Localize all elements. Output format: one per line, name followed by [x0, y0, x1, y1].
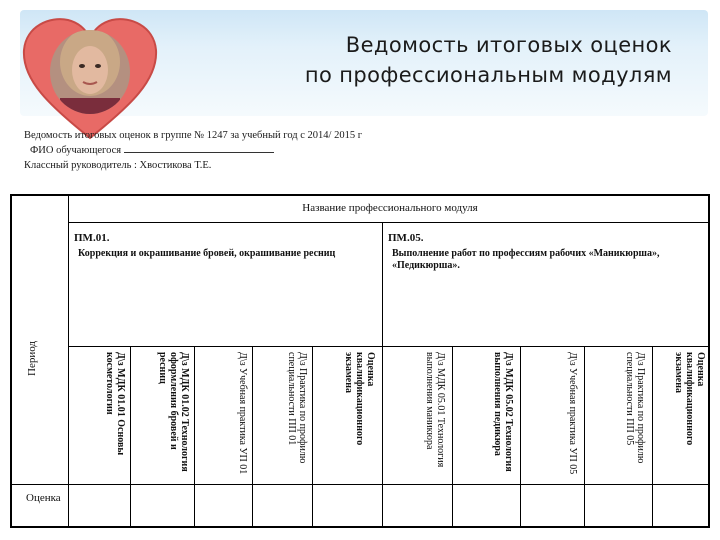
pm01-column-header: Д\з МДК 01.01 Основы косметологии [104, 352, 126, 456]
table-divider [382, 222, 383, 528]
page-title [305, 30, 672, 90]
heart-frame-icon [20, 14, 160, 142]
pm05-column-header: Д\з Учебная практика УП 05 [567, 352, 578, 475]
pm01-code: ПМ.01. [74, 232, 110, 244]
grade-cell[interactable] [585, 485, 652, 527]
grade-cell[interactable] [313, 485, 382, 527]
title-line-1: Ведомость итоговых оценок [345, 33, 672, 57]
group-info-line: Ведомость итоговых оценок в группе № 1247 за учебный год с 2014/ 2015 г [24, 130, 363, 141]
period-header: Период [26, 341, 38, 376]
pm05-column-header: Д\з МДК 05.01 Технология выполнения маникюра [424, 352, 446, 468]
table-divider [68, 346, 710, 347]
pm01-name: Коррекция и окрашивание бровей, окрашивание ресниц [78, 248, 336, 259]
table-divider [68, 222, 710, 223]
grade-cell[interactable] [69, 485, 130, 527]
grade-cell[interactable] [383, 485, 452, 527]
pm05-column-header: Д\з Практика по профилю специальности ПП 05 [624, 352, 646, 464]
table-divider [68, 196, 69, 528]
student-name-blank [124, 143, 274, 153]
pm01-column-header: Д\з Учебная практика УП 01 [237, 352, 248, 475]
pm01-column-header: Оценка квалификационного экзамена [343, 352, 376, 446]
module-name-header: Название профессионального модуля [302, 202, 478, 214]
student-name-line [24, 143, 362, 158]
grade-cell[interactable] [195, 485, 252, 527]
document-info [24, 128, 362, 173]
pm01-column-header: Д\з МДК 01.02 Технология оформления бровей и ресниц [157, 352, 190, 472]
student-name-label: ФИО обучающегося [30, 145, 122, 156]
grade-cell[interactable] [253, 485, 312, 527]
pm01-column-header: Д\з Практика по профилю специальности ПП 01 [286, 352, 308, 464]
grade-table [10, 194, 710, 528]
teacher-line: Классный руководитель : Хвостикова Т.Е. [24, 160, 212, 171]
grade-cell[interactable] [453, 485, 520, 527]
pm05-column-header: Оценка квалификационного экзамена [673, 352, 706, 446]
grade-cell[interactable] [521, 485, 584, 527]
grade-row-label: Оценка [26, 492, 61, 504]
grade-cell[interactable] [131, 485, 194, 527]
pm05-column-header: Д\з МДК 05.02 Технология выполнения педикюра [492, 352, 514, 472]
pm05-code: ПМ.05. [388, 232, 424, 244]
pm05-name: Выполнение работ по профессиям рабочих «Маникюрша», «Педикюрша». [392, 248, 660, 271]
title-line-2: по профессиональным модулям [304, 63, 672, 87]
grade-cell[interactable] [653, 485, 710, 527]
